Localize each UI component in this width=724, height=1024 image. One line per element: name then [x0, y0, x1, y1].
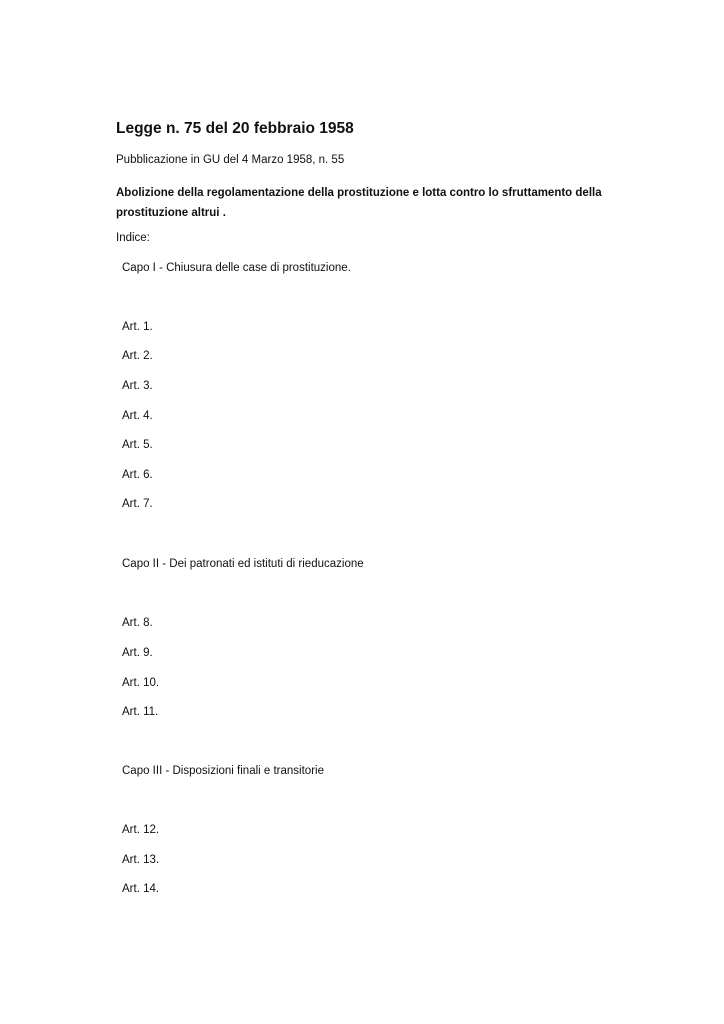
chapter-heading: Capo III - Disposizioni finali e transitorie: [122, 765, 324, 777]
article-link: Art. 11.: [122, 706, 159, 718]
law-subject: Abolizione della regolamentazione della prostituzione e lotta contro lo sfruttamento della prostituzione altrui .: [116, 187, 602, 219]
chapter-heading: Capo II - Dei patronati ed istituti di rieducazione: [122, 558, 364, 570]
article-link: Art. 5.: [122, 439, 153, 451]
article-link: Art. 6.: [122, 469, 153, 481]
article-link: Art. 9.: [122, 647, 153, 659]
article-link: Art. 10.: [122, 677, 160, 689]
article-link: Art. 7.: [122, 498, 153, 510]
publication-info: Pubblicazione in GU del 4 Marzo 1958, n. 55: [116, 154, 345, 166]
index-label: Indice:: [116, 232, 150, 244]
article-link: Art. 3.: [122, 380, 153, 392]
article-link: Art. 12.: [122, 824, 160, 836]
article-link: Art. 2.: [122, 350, 153, 362]
chapter-heading: Capo I - Chiusura delle case di prostituzione.: [122, 262, 351, 274]
page-title: Legge n. 75 del 20 febbraio 1958: [116, 120, 354, 137]
article-link: Art. 4.: [122, 410, 153, 422]
article-link: Art. 8.: [122, 617, 153, 629]
article-link: Art. 14.: [122, 883, 160, 895]
article-link: Art. 1.: [122, 321, 153, 333]
article-link: Art. 13.: [122, 854, 160, 866]
